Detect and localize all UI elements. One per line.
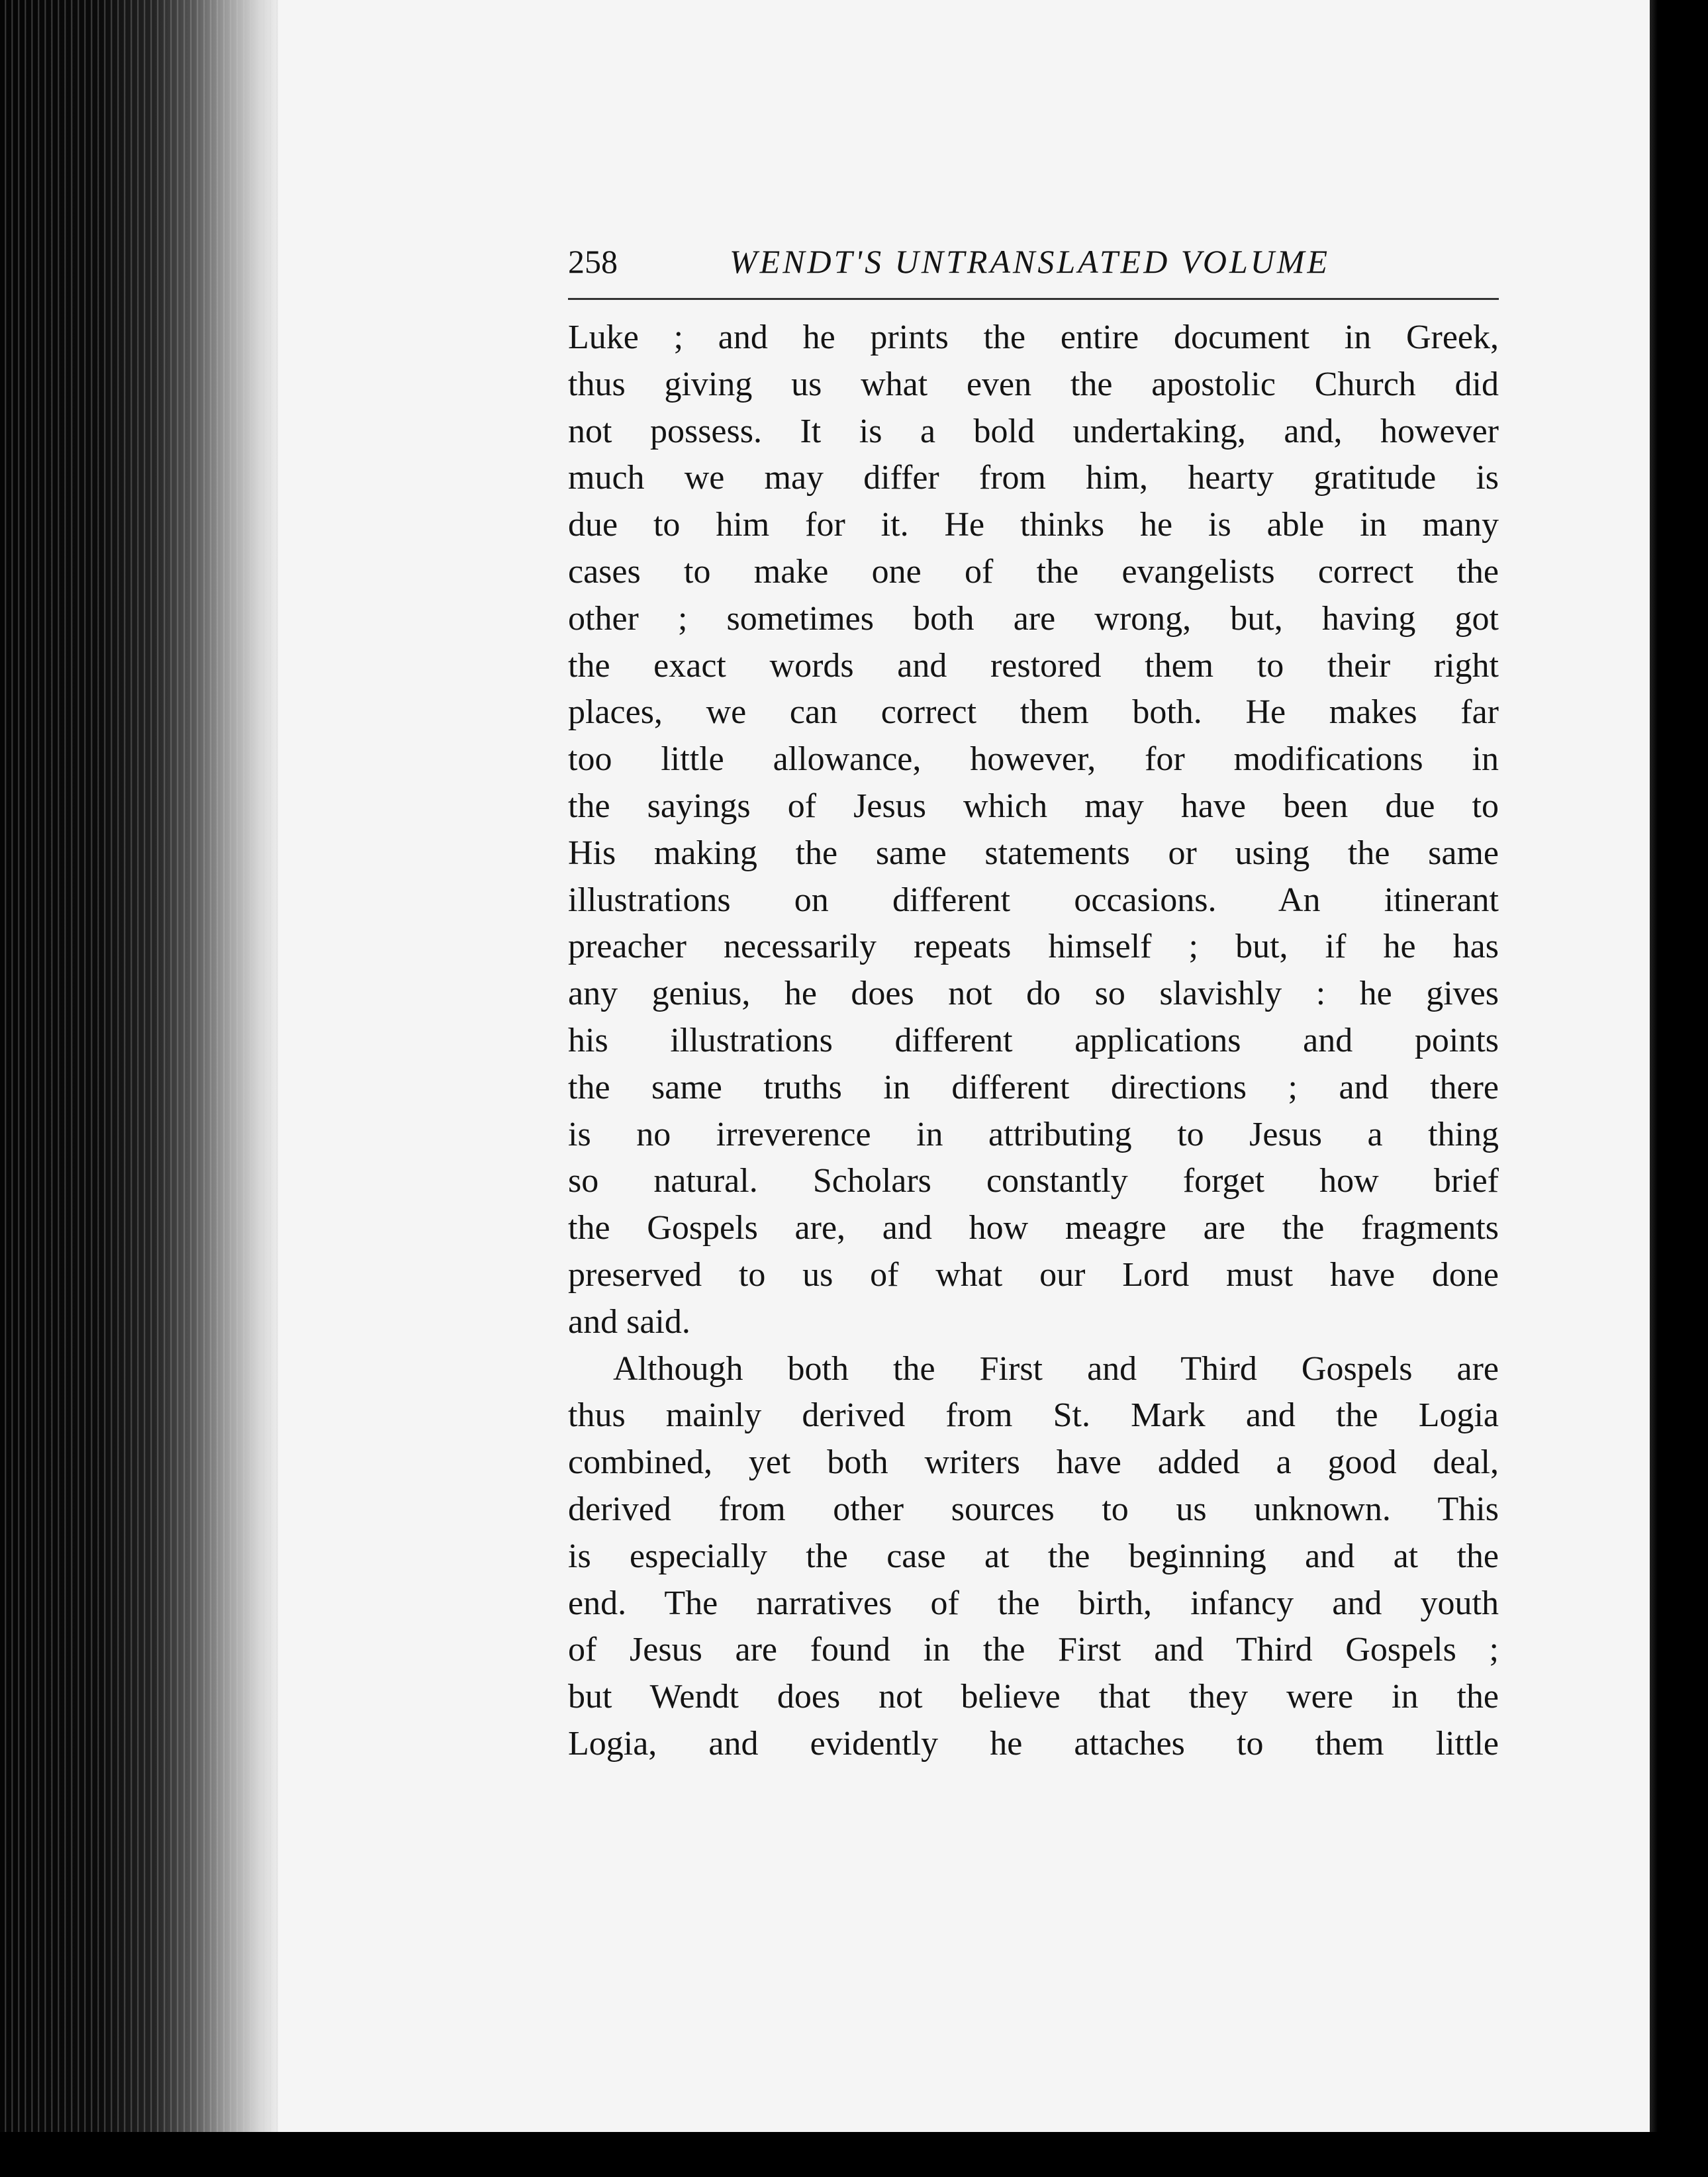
text-line: so natural. Scholars constantly forget how brief [568,1162,1499,1200]
text-line: preacher necessarily repeats himself ; but, if he has [568,928,1499,966]
text-line: illustrations on different occasions. An itinerant [568,881,1499,919]
text-line: combined, yet both writers have added a good deal, [568,1443,1499,1482]
text-line: is especially the case at the beginning and at the [568,1537,1499,1575]
book-page-edges [0,0,291,2177]
text-line: the sayings of Jesus which may have been due to [568,787,1499,825]
text-line: due to him for it. He thinks he is able in many [568,506,1499,544]
text-line: is no irreverence in attributing to Jesus a thing [568,1115,1499,1153]
text-line: his illustrations different applications and points [568,1021,1499,1059]
text-line: but Wendt does not believe that they were in the [568,1678,1499,1716]
text-line: much we may differ from him, hearty gratitude is [568,459,1499,497]
text-line: not possess. It is a bold undertaking, and, however [568,412,1499,450]
text-line: thus mainly derived from St. Mark and the Logia [568,1396,1499,1435]
text-line: the Gospels are, and how meagre are the fragments [568,1209,1499,1247]
text-line: preserved to us of what our Lord must have done [568,1255,1499,1294]
text-line: of Jesus are found in the First and Third Gospels ; [568,1631,1499,1669]
running-title: WENDT'S UNTRANSLATED VOLUME [730,243,1331,280]
bottom-margin-band [0,2132,1708,2177]
text-block [568,238,1499,1768]
text-line: derived from other sources to us unknown. This [568,1490,1499,1528]
header-rule [568,298,1499,300]
text-line: the exact words and restored them to their right [568,646,1499,685]
paragraph-2 [568,1346,1499,1768]
text-line: His making the same statements or using the same [568,834,1499,872]
text-line: cases to make one of the evangelists correct the [568,552,1499,591]
text-line: and said. [568,1302,690,1341]
text-line: Luke ; and he prints the entire document in Greek, [568,318,1499,356]
text-line: Logia, and evidently he attaches to them little [568,1724,1499,1763]
text-line: other ; sometimes both are wrong, but, having got [568,599,1499,638]
text-line: any genius, he does not do so slavishly : he gives [568,975,1499,1013]
text-line: too little allowance, however, for modifications in [568,740,1499,779]
text-line: end. The narratives of the birth, infancy and youth [568,1584,1499,1622]
paragraph-1 [568,314,1499,1346]
body-text [568,314,1499,1768]
text-line: Although both the First and Third Gospels are [613,1349,1499,1388]
text-line: places, we can correct them both. He makes far [568,693,1499,732]
page-number: 258 [568,243,618,280]
running-head [568,238,1499,285]
text-line: the same truths in different directions ; and there [568,1068,1499,1106]
text-line: thus giving us what even the apostolic Church did [568,365,1499,403]
right-page-edge [1650,0,1708,2177]
